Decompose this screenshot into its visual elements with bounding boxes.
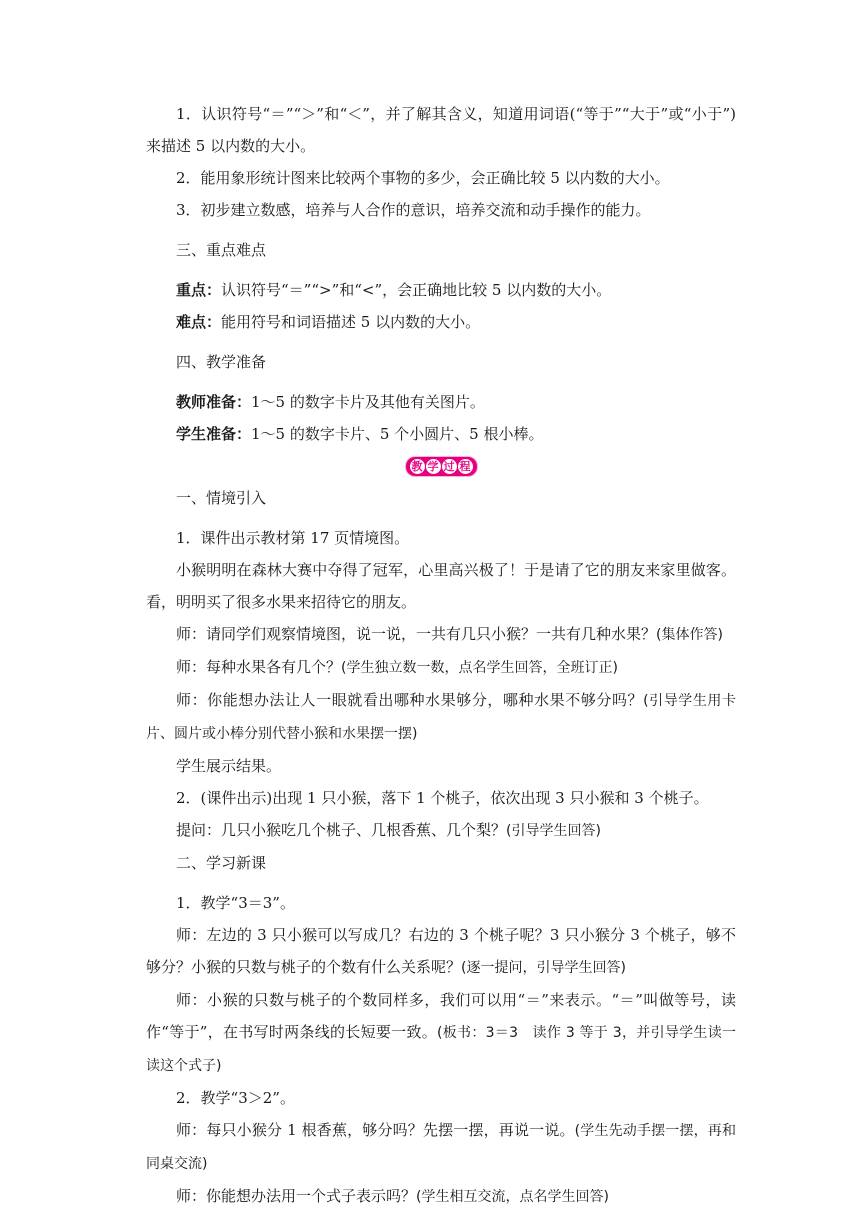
intro-paragraph-5 <box>146 684 736 750</box>
difficulty-label: 难点： <box>176 313 222 331</box>
difficulty-text: 能用符号和词语描述 5 以内数的大小。 <box>221 313 481 331</box>
teaching-process-banner <box>406 457 477 476</box>
intro-paragraph-3-text: 师：请同学们观察情境图，说一说，一共有几只小猴？一共有几种水果？ <box>176 625 657 643</box>
intro-paragraph-8-note: (引导学生回答) <box>506 823 601 839</box>
key-point-label: 重点： <box>176 281 222 299</box>
section-heading-preparation: 四、教学准备 <box>176 353 267 371</box>
intro-paragraph-4-text: 师：每种水果各有几个？ <box>176 658 342 676</box>
intro-paragraph-4-note: (学生独立数一数，点名学生回答，全班订正) <box>341 660 618 676</box>
banner-char-4: 程 <box>459 459 471 473</box>
teacher-preparation-label: 教师准备： <box>176 393 252 411</box>
intro-paragraph-3-note: (集体作答) <box>656 627 723 643</box>
lesson-paragraph-2-text: 师：左边的 3 只小猴可以写成几？右边的 3 个桃子呢？3 只小猴分 3 个桃子，够不够分？小猴的只数与桃子的个数有什么关系呢？ <box>146 926 736 976</box>
student-preparation-label: 学生准备： <box>176 425 252 443</box>
intro-paragraph-6: 学生展示结果。 <box>176 757 282 775</box>
teacher-preparation-text: 1～5 的数字卡片及其他有关图片。 <box>251 393 485 411</box>
student-preparation-text: 1～5 的数字卡片、5 个小圆片、5 根小棒。 <box>251 425 544 443</box>
lesson-paragraph-1: 1．教学“3＝3”。 <box>176 894 295 912</box>
lesson-paragraph-3 <box>146 984 736 1082</box>
lesson-paragraph-5-text: 师：每只小猴分 1 根香蕉，够分吗？先摆一摆，再说一说。 <box>176 1121 575 1139</box>
intro-paragraph-3 <box>146 618 736 651</box>
intro-paragraph-8 <box>146 814 736 847</box>
lesson-paragraph-6-note: (学生相互交流，点名学生回答) <box>416 1189 609 1205</box>
lesson-paragraph-3-text: 师：小猴的只数与桃子的个数同样多，我们可以用“＝”来表示。“＝”叫做等号，读作“等于”，在书写时两条线的长短要一致。 <box>146 991 736 1041</box>
intro-paragraph-2: 小猴明明在森林大赛中夺得了冠军，心里高兴极了！于是请了它的朋友来家里做客。看，明明买了很多水果来招待它的朋友。 <box>146 561 736 611</box>
intro-paragraph-4 <box>146 651 736 684</box>
teacher-preparation <box>146 386 736 418</box>
objective-3: 3．初步建立数感，培养与人合作的意识，培养交流和动手操作的能力。 <box>176 201 651 219</box>
key-point-text: 认识符号“＝”“>”和“<”，会正确地比较 5 以内数的大小。 <box>221 281 612 299</box>
lesson-paragraph-3-note: (板书：3＝3 读作 3 等于 3，并引导学生读一读这个式子) <box>146 1025 736 1074</box>
document-page <box>146 98 736 1213</box>
banner-char-1: 教 <box>411 459 423 473</box>
section-heading-introduction: 一、情境引入 <box>176 489 267 507</box>
key-point <box>146 274 736 306</box>
lesson-paragraph-6-text: 师：你能想办法用一个式子表示吗？ <box>176 1187 417 1205</box>
intro-paragraph-5-text: 师：你能想办法让人一眼就看出哪种水果够分，哪种水果不够分吗？ <box>176 691 644 709</box>
banner-char-2: 学 <box>427 459 439 473</box>
objective-2: 2．能用象形统计图来比较两个事物的多少，会正确比较 5 以内数的大小。 <box>176 169 670 187</box>
intro-paragraph-7: 2．(课件出示)出现 1 只小猴，落下 1 个桃子，依次出现 3 只小猴和 3 个桃子。 <box>176 789 709 807</box>
lesson-paragraph-2-note: (逐一提问，引导学生回答) <box>461 960 626 976</box>
lesson-paragraph-4: 2．教学“3＞2”。 <box>176 1089 295 1107</box>
intro-paragraph-8-text: 提问：几只小猴吃几个桃子、几根香蕉、几个梨？ <box>176 821 507 839</box>
intro-paragraph-5-note: (引导学生用卡片、圆片或小棒分别代替小猴和水果摆一摆) <box>146 693 736 742</box>
teaching-process-banner-wrap <box>146 450 736 482</box>
section-heading-key-points: 三、重点难点 <box>176 241 267 259</box>
section-heading-new-lesson: 二、学习新课 <box>176 854 267 872</box>
lesson-paragraph-6 <box>146 1180 736 1213</box>
intro-paragraph-1: 1．课件出示教材第 17 页情境图。 <box>176 529 410 547</box>
lesson-paragraph-5-note: (学生先动手摆一摆，再和同桌交流) <box>146 1123 736 1172</box>
banner-char-3: 过 <box>443 459 455 473</box>
lesson-paragraph-5 <box>146 1114 736 1180</box>
lesson-paragraph-2 <box>146 919 736 984</box>
difficulty <box>146 306 736 338</box>
objective-1: 1．认识符号“＝”“＞”和“＜”，并了解其含义，知道用词语(“等于”“大于”或“小于”)来描述 5 以内数的大小。 <box>146 105 736 155</box>
student-preparation <box>146 418 736 450</box>
